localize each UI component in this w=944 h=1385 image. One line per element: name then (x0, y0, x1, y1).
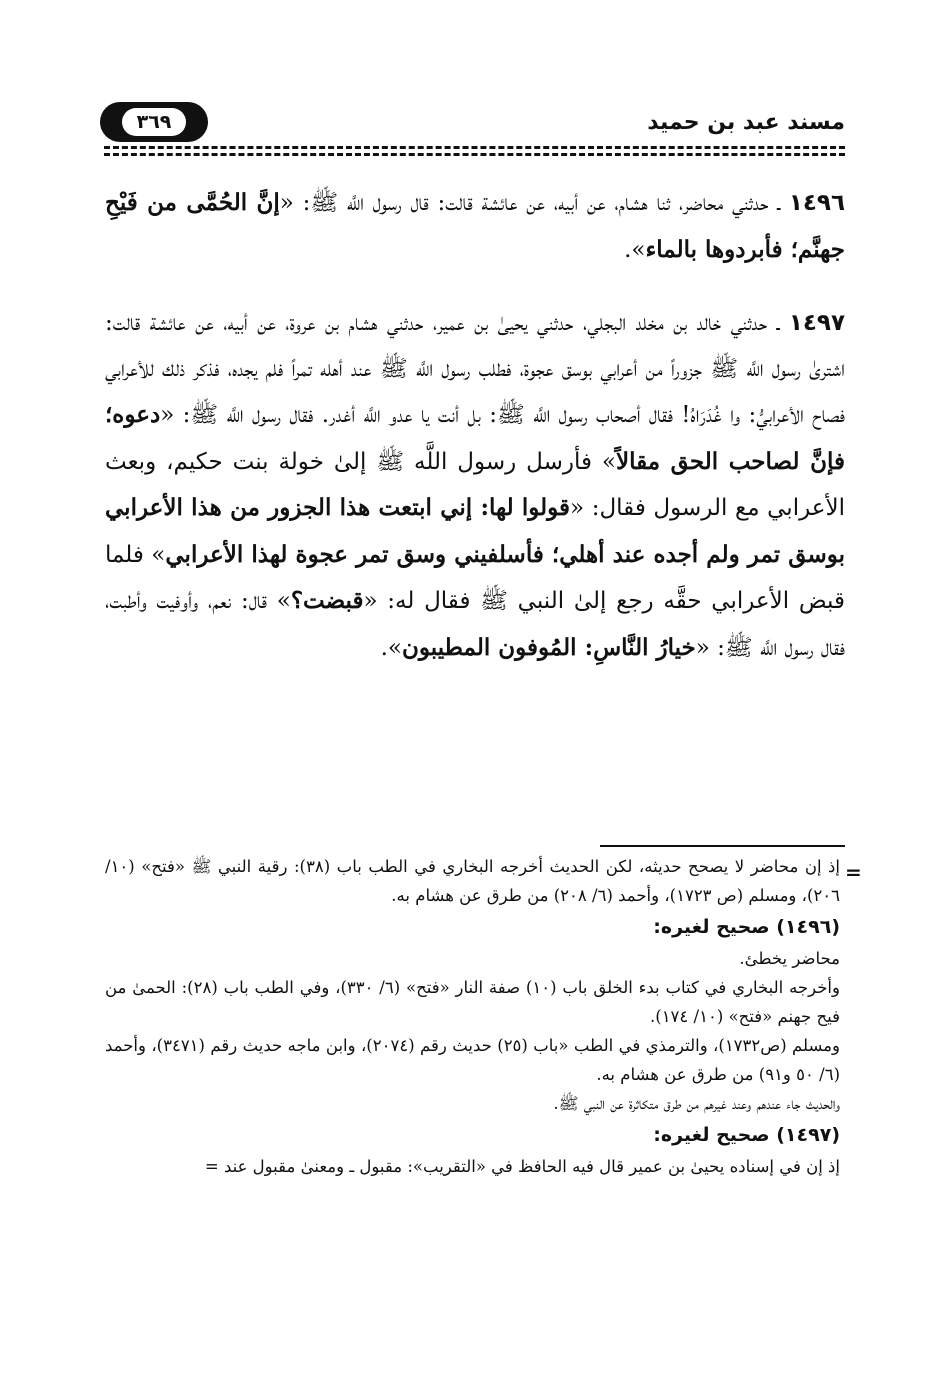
running-title: مسند عبد بن حميد (647, 110, 845, 135)
prophetic-quote: دعوه؛ فإنَّ لصاحب الحق مقالاً (105, 401, 846, 475)
hadith-number: ١٤٩٦ (788, 190, 846, 216)
prophetic-quote: إنَّ الحُمَّى من فَيْحِ جهنَّم؛ فأبردوها بالماء (105, 189, 845, 263)
footnote-line: محاضر يخطئ. (739, 949, 840, 968)
footnote-line: إذ إن في إسناده يحيىٰ بن عمير قال فيه الحافظ في «التقريب»: مقبول ـ ومعنىٰ مقبول عند = (204, 1157, 840, 1176)
hadith-1496 (105, 180, 845, 273)
hadith-text: » فأرسل رسول اللَّه ﷺ إلىٰ خولة بنت حكيم، وبعث الأعرابي مع الرسول فقال: « (105, 448, 846, 521)
page-number: ٣٦٩ (122, 108, 186, 136)
hadith-text: » فلما قبض الأعرابي حقَّه رجع إلىٰ النبي ﷺ فقال له: « (105, 541, 845, 614)
prophetic-quote: قولوا لها: إني ابتعت هذا الجزور من هذا الأعرابي بوسق تمر ولم أجده عند أهلي؛ فأسلفيني وسق تمر عجوة لهذا الأعرابي (105, 494, 845, 568)
hadith-text: ـ حدثني محاضر، ثنا هشام، عن أبيه، عن عائشة قالت: قال رسول اللَّه ﷺ: « (279, 190, 781, 216)
footnote-line: وأخرجه البخاري في كتاب بدء الخلق باب (١٠) صفة النار «فتح» (٦/ ٣٣٠)، وفي الطب باب (٢٨): الحمىٰ من فيح جهنم «فتح» (١٠/ ١٧٤). (105, 978, 840, 1026)
prophetic-quote: قبضت؟ (290, 587, 364, 614)
footnote-continuation: إذ إن محاضر لا يصحح حديثه، لكن الحديث أخرجه البخاري في الطب باب (٣٨): رقية النبي ﷺ «فتح» (١٠/ ٢٠٦)، ومسلم (ص ١٧٢٣)، وأحمد (٦/ ٢٠٨) من طرق عن هشام به. (105, 857, 840, 905)
hadith-text: ـ حدثني خالد بن مخلد البجلي، حدثني يحيىٰ بن عمير، حدثني هشام بن عروة، عن أبيه، عن عائشة قالت: اشترىٰ رسول اللَّه ﷺ جزوراً من أعرابي بوسق عجوة، فطلب رسول اللَّه ﷺ عند أهله تمراً فلم يجده، فذكر ذلك للأعرابي فصاح الأعرابيُّ: وا غُدَرَاهُ! فقال أصحاب رسول اللَّه ﷺ: بل أنت يا عدو اللَّه أغدر. فقال رسول اللَّه ﷺ: « (105, 310, 845, 428)
hadith-1497 (105, 301, 845, 671)
hadith-number: ١٤٩٧ (788, 310, 845, 336)
header-divider-bottom (104, 153, 845, 156)
page-header (100, 100, 845, 148)
footnote-heading-1497: (١٤٩٧) صحيح لغيره: (653, 1124, 840, 1146)
prophetic-quote: خيارُ النَّاسِ: المُوفون المطيبون (402, 633, 696, 661)
hadith-text-end: ». (624, 236, 646, 263)
footnote-line: ومسلم (ص١٧٣٢)، والترمذي في الطب «باب (٢٥) حديث رقم (٢٠٧٤)، وابن ماجه حديث رقم (٣٤٧١)، وأحمد (٦/ ٥٠ و٩١) من طرق عن هشام به. (105, 1036, 840, 1084)
footnote-line: والحديث جاء عندهم وعند غيرهم من طرق متكاثرة عن النبي ﷺ. (553, 1094, 840, 1113)
footnotes (105, 852, 840, 1181)
footnote-separator (600, 845, 845, 847)
hadith-text-end: ». (380, 634, 402, 661)
footnote-heading-1496: (١٤٩٦) صحيح لغيره: (653, 916, 840, 938)
main-text (105, 180, 845, 671)
continuation-mark: = (845, 860, 862, 884)
header-divider-top (104, 146, 845, 149)
hadith-text: » قال: نعم، وأوفيت وأطبت، فقال رسول اللَّه ﷺ: « (105, 588, 845, 661)
page-number-badge (100, 102, 208, 142)
